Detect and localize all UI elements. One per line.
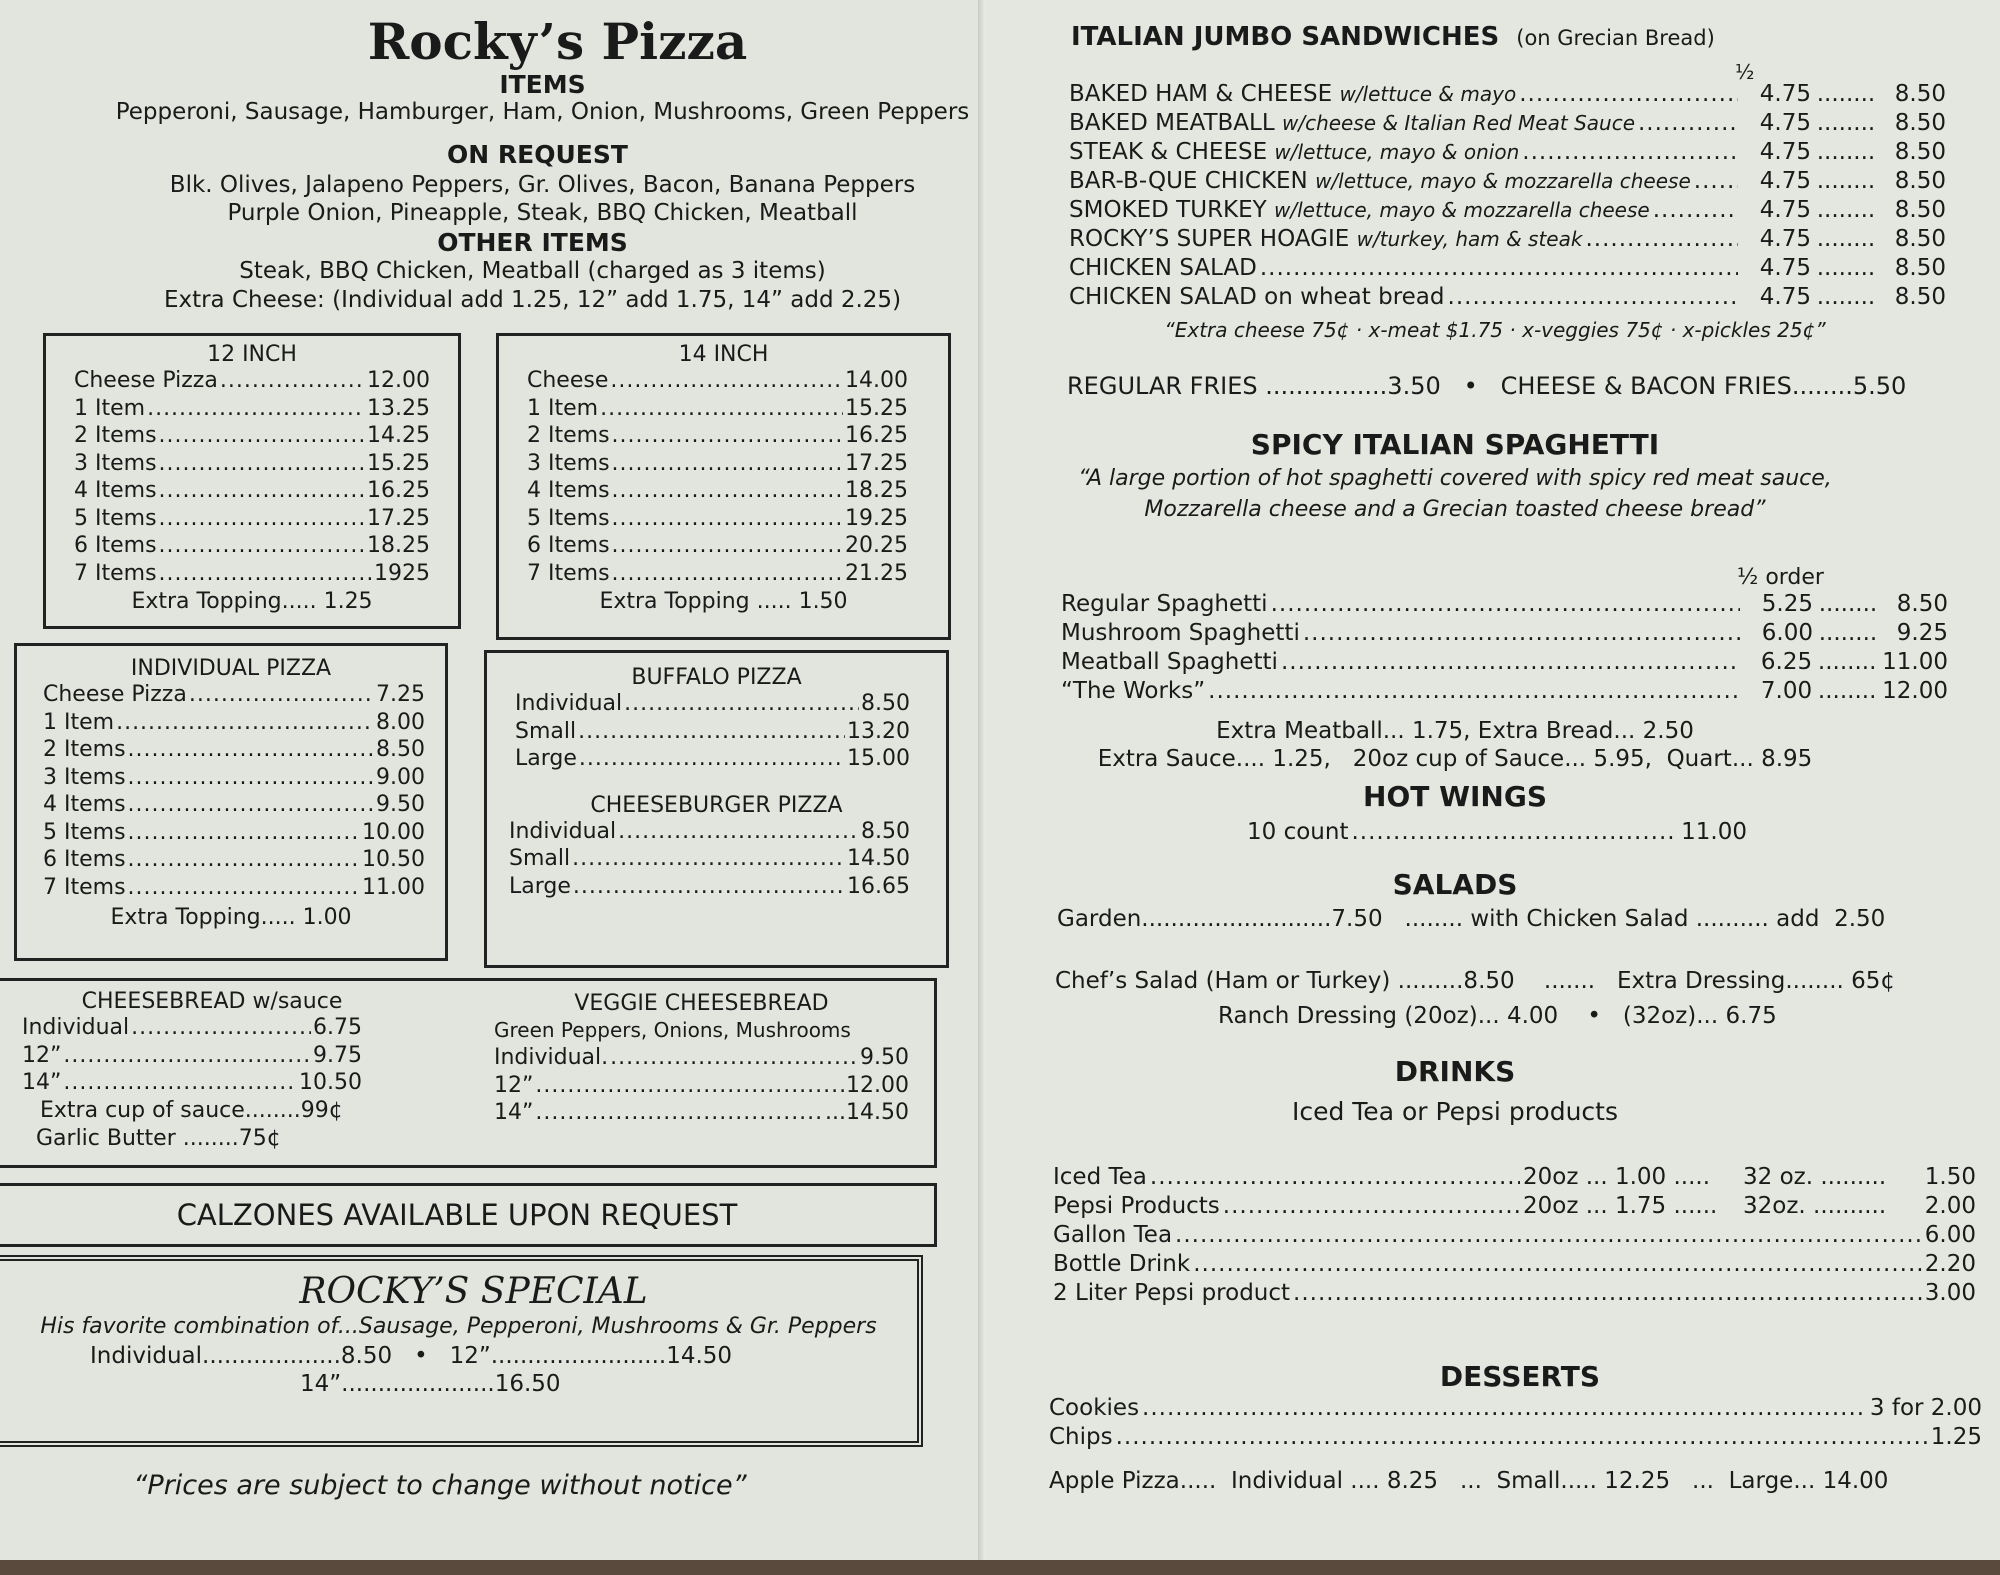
individual-pizza-title: INDIVIDUAL PIZZA (130, 656, 332, 681)
other-items-line-1: Steak, BBQ Chicken, Meatball (charged as 3 items) (239, 258, 826, 284)
hot-wings-list (1247, 818, 1747, 847)
menu-right-page (985, 0, 2000, 1560)
spaghetti-list (1061, 590, 1948, 706)
sandwich-list (1069, 80, 1946, 312)
list-item: Small ..... 14.50 (509, 845, 910, 873)
salads-heading: SALADS (1392, 868, 1518, 901)
individual-pizza-extra: Extra Topping..... 1.00 (110, 905, 352, 930)
list-item: Cookies ..... 3 for 2.00 (1049, 1394, 1982, 1423)
buffalo-pizza-title: BUFFALO PIZZA (631, 665, 802, 690)
sandwiches-title: ITALIAN JUMBO SANDWICHES (1071, 22, 1500, 52)
list-item: Cheese ..... 14.00 (527, 367, 908, 395)
list-item: 7 Items ..... 1925 (74, 560, 430, 588)
list-item: BAR-B-QUE CHICKEN w/lettuce, mayo & mozzarella cheese ..... 4.75 ........ 8.50 (1069, 167, 1946, 196)
cheesebread-section (22, 989, 362, 1153)
twelve-inch-box (43, 333, 461, 629)
desserts-heading: DESSERTS (1439, 1360, 1601, 1393)
extra-sauce-line: Extra cup of sauce........99¢ (40, 1097, 343, 1123)
rockys-special-prices-2: 14”.....................16.50 (300, 1371, 561, 1397)
rockys-special-prices-1: Individual...................8.50 • 12”........................14.50 (90, 1343, 733, 1369)
on-request-line-1: Blk. Olives, Jalapeno Peppers, Gr. Olives, Bacon, Banana Peppers (169, 172, 916, 198)
cheeseburger-pizza-title: CHEESEBURGER PIZZA (590, 792, 843, 818)
list-item: 5 Items ..... 19.25 (527, 505, 908, 533)
cheesebread-box (0, 978, 937, 1168)
list-item: ROCKY’S SUPER HOAGIE w/turkey, ham & steak ..... 4.75 ........ 8.50 (1069, 225, 1946, 254)
veggie-cheesebread-section (494, 991, 909, 1127)
other-items-heading: OTHER ITEMS (437, 228, 628, 257)
list-item: Individual. ..... 9.50 (494, 1044, 909, 1072)
list-item: Bottle Drink ..... 2.20 (1053, 1250, 1976, 1279)
list-item: 1 Item ..... 8.00 (43, 709, 425, 737)
chef-salad-line: Chef’s Salad (Ham or Turkey) .........8.50 ....... Extra Dressing........ 65¢ (1055, 968, 1896, 994)
spaghetti-extras-1: Extra Meatball... 1.75, Extra Bread... 2.50 (1216, 718, 1694, 744)
on-request-heading: ON REQUEST (447, 140, 628, 169)
list-item: Pepsi Products ..... 20oz ... 1.75 ...... 32oz. .......... 2.00 (1053, 1192, 1976, 1221)
calzones-notice: CALZONES AVAILABLE UPON REQUEST (176, 1198, 738, 1232)
list-item: CHICKEN SALAD on wheat bread ..... 4.75 ........ 8.50 (1069, 283, 1946, 312)
list-item: Mushroom Spaghetti ..... 6.00 ........ 9.25 (1061, 619, 1948, 648)
list-item: 7 Items ..... 21.25 (527, 560, 908, 588)
sandwich-extras: “Extra cheese 75¢ · x-meat $1.75 · x-veggies 75¢ · x-pickles 25¢” (1164, 318, 1826, 342)
rockys-special-box (0, 1255, 923, 1447)
list-item: 6 Items ..... 18.25 (74, 532, 430, 560)
menu-title: Rocky’s Pizza (367, 12, 748, 71)
sandwiches-subtitle: (on Grecian Bread) (1516, 26, 1715, 50)
list-item: 4 Items ..... 16.25 (74, 477, 430, 505)
drinks-subtitle: Iced Tea or Pepsi products (1291, 1097, 1619, 1126)
twelve-inch-title: 12 INCH (207, 342, 297, 367)
spaghetti-extras-2: Extra Sauce.... 1.25, 20oz cup of Sauce... 5.95, Quart... 8.95 (1097, 746, 1813, 772)
half-order-header: ½ order (1737, 565, 1824, 590)
twelve-inch-extra: Extra Topping..... 1.25 (131, 589, 373, 614)
list-item: 14” ..... 10.50 (22, 1069, 362, 1097)
list-item: 6 Items ..... 20.25 (527, 532, 908, 560)
list-item: 1 Item ..... 13.25 (74, 395, 430, 423)
desserts-list (1049, 1394, 1982, 1452)
list-item: 2 Items ..... 8.50 (43, 736, 425, 764)
list-item: Iced Tea ..... 20oz ... 1.00 ..... 32 oz. ......... 1.50 (1053, 1163, 1976, 1192)
list-item: BAKED HAM & CHEESE w/lettuce & mayo ..... 4.75 ........ 8.50 (1069, 80, 1946, 109)
ranch-dressing-line: Ranch Dressing (20oz)... 4.00 • (32oz)... 6.75 (1218, 1003, 1777, 1029)
calzones-box (0, 1183, 937, 1247)
list-item: BAKED MEATBALL w/cheese & Italian Red Meat Sauce ..... 4.75 ........ 8.50 (1069, 109, 1946, 138)
individual-pizza-box (14, 643, 448, 961)
list-item: Cheese Pizza ..... 7.25 (43, 681, 425, 709)
spaghetti-heading: SPICY ITALIAN SPAGHETTI (1250, 428, 1660, 461)
on-request-line-2: Purple Onion, Pineapple, Steak, BBQ Chicken, Meatball (227, 200, 858, 226)
items-heading: ITEMS (499, 70, 586, 99)
list-item: 7 Items ..... 11.00 (43, 874, 425, 902)
half-size-header: ½ (1735, 60, 1755, 84)
list-item: CHICKEN SALAD ..... 4.75 ........ 8.50 (1069, 254, 1946, 283)
list-item: Gallon Tea ..... 6.00 (1053, 1221, 1976, 1250)
list-item: 1 Item ..... 15.25 (527, 395, 908, 423)
list-item: Individual ..... 8.50 (515, 690, 910, 718)
cheesebread-title: CHEESEBREAD w/sauce (81, 989, 343, 1014)
garden-salad-line: Garden..........................7.50 ........ with Chicken Salad .......... add 2.50 (1057, 906, 1886, 932)
fourteen-inch-title: 14 INCH (678, 342, 769, 367)
list-item: STEAK & CHEESE w/lettuce, mayo & onion ..... 4.75 ........ 8.50 (1069, 138, 1946, 167)
fourteen-inch-box (496, 333, 951, 640)
list-item: Cheese Pizza ..... 12.00 (74, 367, 430, 395)
list-item: 3 Items ..... 17.25 (527, 450, 908, 478)
spaghetti-desc-1: “A large portion of hot spaghetti covered with spicy red meat sauce, (1078, 466, 1832, 491)
apple-pizza-line: Apple Pizza..... Individual .... 8.25 ... Small..... 12.25 ... Large... 14.00 (1049, 1468, 1889, 1494)
list-item: 4 Items ..... 18.25 (527, 477, 908, 505)
list-item: 5 Items ..... 17.25 (74, 505, 430, 533)
list-item: 2 Items ..... 14.25 (74, 422, 430, 450)
list-item: 12” ..... 12.00 (494, 1072, 909, 1100)
list-item: Chips ..... 1.25 (1049, 1423, 1982, 1452)
list-item: 3 Items ..... 15.25 (74, 450, 430, 478)
menu-left-page (0, 0, 985, 1560)
buffalo-cheeseburger-box (484, 650, 949, 968)
list-item: SMOKED TURKEY w/lettuce, mayo & mozzarella cheese ..... 4.75 ........ 8.50 (1069, 196, 1946, 225)
list-item: Large ..... 16.65 (509, 873, 910, 901)
list-item: 4 Items ..... 9.50 (43, 791, 425, 819)
drinks-heading: DRINKS (1394, 1055, 1516, 1088)
items-list: Pepperoni, Sausage, Hamburger, Ham, Onion, Mushrooms, Green Peppers (115, 99, 970, 125)
list-item: 14” ..... ...14.50 (494, 1099, 909, 1127)
list-item: 3 Items ..... 9.00 (43, 764, 425, 792)
list-item: Meatball Spaghetti ..... 6.25 ........ 11.00 (1061, 648, 1948, 677)
list-item: Large ..... 15.00 (515, 745, 910, 773)
fries-line: REGULAR FRIES ................3.50 • CHEESE & BACON FRIES........5.50 (1067, 372, 1907, 400)
garlic-butter-line: Garlic Butter ........75¢ (36, 1125, 281, 1151)
list-item: Individual ..... 8.50 (509, 818, 910, 846)
list-item: Individual ..... 6.75 (22, 1014, 362, 1042)
list-item: 2 Liter Pepsi product ..... 3.00 (1053, 1279, 1976, 1308)
extra-cheese-line: Extra Cheese: (Individual add 1.25, 12” add 1.75, 14” add 2.25) (163, 287, 902, 313)
list-item: Regular Spaghetti ..... 5.25 ........ 8.50 (1061, 590, 1948, 619)
veggie-cheesebread-desc: Green Peppers, Onions, Mushrooms (494, 1018, 851, 1042)
hot-wings-heading: HOT WINGS (1363, 780, 1547, 813)
prices-disclaimer: “Prices are subject to change without notice” (133, 1470, 747, 1501)
veggie-cheesebread-title: VEGGIE CHEESEBREAD (574, 991, 829, 1016)
list-item: 6 Items ..... 10.50 (43, 846, 425, 874)
list-item: 5 Items ..... 10.00 (43, 819, 425, 847)
sandwiches-heading (1071, 22, 1715, 52)
spaghetti-desc-2: Mozzarella cheese and a Grecian toasted cheese bread” (1144, 497, 1766, 522)
rockys-special-title: ROCKY’S SPECIAL (299, 1271, 648, 1312)
list-item: Small ..... 13.20 (515, 718, 910, 746)
list-item: 2 Items ..... 16.25 (527, 422, 908, 450)
rockys-special-desc: His favorite combination of...Sausage, Pepperoni, Mushrooms & Gr. Peppers (40, 1314, 877, 1339)
list-item: “The Works” ..... 7.00 ........ 12.00 (1061, 677, 1948, 706)
list-item: 10 count ..... 11.00 (1247, 818, 1747, 847)
list-item: 12” ..... 9.75 (22, 1042, 362, 1070)
drinks-list (1053, 1163, 1976, 1308)
fourteen-inch-extra: Extra Topping ..... 1.50 (599, 589, 848, 614)
